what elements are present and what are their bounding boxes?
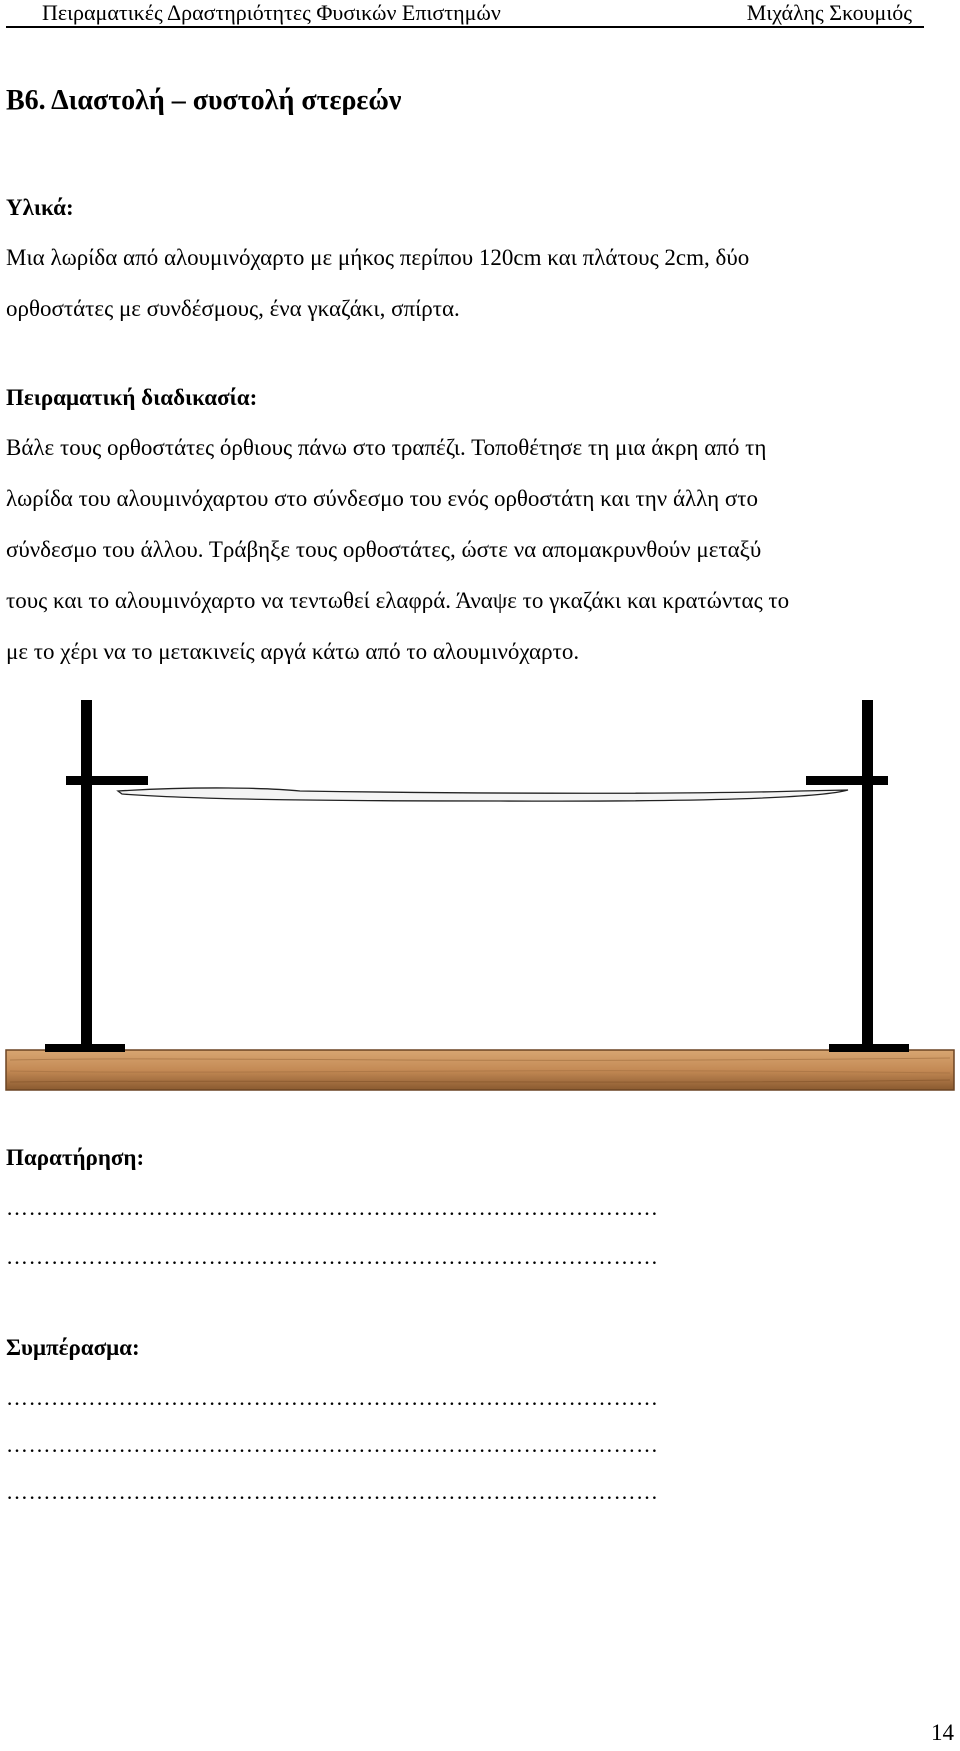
procedure-heading: Πειραματική διαδικασία:	[6, 385, 258, 410]
right-stand	[806, 700, 909, 1052]
page-header	[0, 0, 960, 30]
experiment-figure	[0, 690, 960, 1100]
procedure-line: σύνδεσμο του άλλου. Τράβηξε τους ορθοστάτες, ώστε να απομακρυνθούν μεταξύ	[6, 537, 762, 562]
aluminum-foil-strip	[118, 788, 848, 801]
left-stand	[45, 700, 148, 1052]
conclusion-answer-line[interactable]: ……………………………………………………………………………	[6, 1432, 659, 1457]
materials-line: ορθοστάτες με συνδέσμους, ένα γκαζάκι, σπίρτα.	[6, 296, 460, 321]
observation-answer-line[interactable]: ……………………………………………………………………………	[6, 1244, 659, 1269]
procedure-line: με το χέρι να το μετακινείς αργά κάτω από το αλουμινόχαρτο.	[6, 639, 580, 664]
conclusion-answer-line[interactable]: ……………………………………………………………………………	[6, 1479, 659, 1504]
conclusion-answer-line[interactable]: ……………………………………………………………………………	[6, 1385, 659, 1410]
conclusion-heading: Συμπέρασμα:	[6, 1335, 140, 1360]
procedure-text	[6, 422, 926, 677]
procedure-line: Βάλε τους ορθοστάτες όρθιους πάνω στο τραπέζι. Τοποθέτησε τη μια άκρη από τη	[6, 435, 767, 460]
header-rule	[6, 26, 924, 28]
observation-answer-line[interactable]: ……………………………………………………………………………	[6, 1195, 659, 1220]
wooden-table	[6, 1050, 954, 1090]
header-author: Μιχάλης Σκουμιός	[746, 0, 912, 25]
materials-text	[6, 232, 926, 334]
header-course-title: Πειραματικές Δραστηριότητες Φυσικών Επιστημών	[42, 0, 501, 25]
procedure-line: λωρίδα του αλουμινόχαρτου στο σύνδεσμο του ενός ορθοστάτη και την άλλη στο	[6, 486, 759, 511]
materials-heading: Υλικά:	[6, 195, 74, 220]
procedure-line: τους και το αλουμινόχαρτο να τεντωθεί ελαφρά. Άναψε το γκαζάκι και κρατώντας το	[6, 588, 790, 613]
page-number: 14	[931, 1720, 954, 1745]
materials-line: Μια λωρίδα από αλουμινόχαρτο με μήκος περίπου 120cm και πλάτους 2cm, δύο	[6, 245, 750, 270]
observation-heading: Παρατήρηση:	[6, 1145, 145, 1170]
section-title: Β6. Διαστολή – συστολή στερεών	[6, 85, 402, 116]
